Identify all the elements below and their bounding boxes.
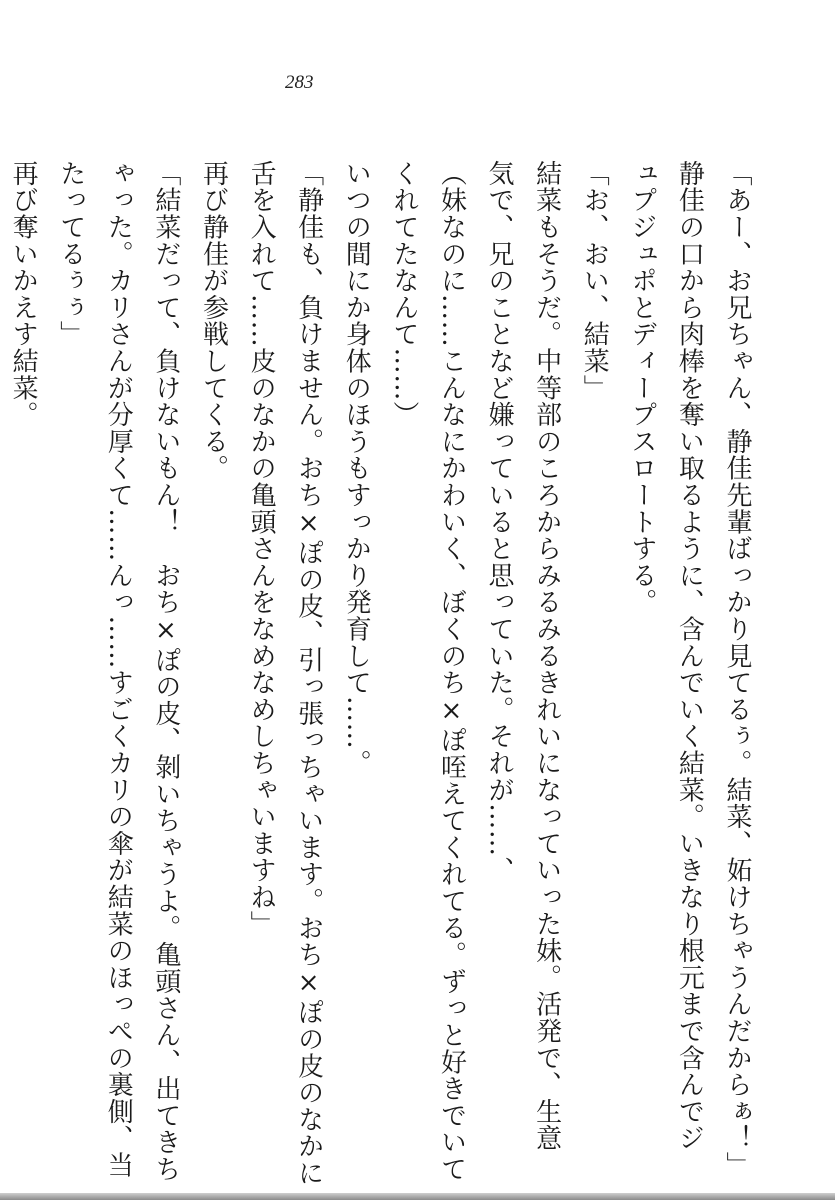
text-line: 「あー、お兄ちゃん、静佳先輩ばっかり見てるぅ。結菜、妬けちゃうんだからぁ！」	[722, 160, 752, 1179]
text-line: たってるぅぅ」	[55, 160, 86, 348]
text-line: 静佳の口から肉棒を奪い取るように、含んでいく結菜。いきなり根元まで含んでジ	[674, 160, 705, 1152]
text-line: 再び静佳が参戦してくる。	[198, 160, 229, 482]
text-line: 「お、おい、結菜」	[579, 160, 610, 402]
text-line: （妹なのに……こんなにかわいく、ぼくのち×ぽ咥えてくれてる。ずっと好きでいて	[436, 160, 467, 1183]
text-line: 気で、兄のことなど嫌っていると思っていた。それが……、	[484, 160, 515, 884]
text-line: 結菜もそうだ。中等部のころからみるみるきれいになっていった妹。活発で、生意	[531, 160, 562, 1152]
text-line: 舌を入れて……皮のなかの亀頭さんをなめなめしちゃいますね」	[246, 160, 277, 938]
page-number: 283	[285, 72, 314, 93]
page-bottom-edge	[0, 1193, 835, 1200]
text-line: くれてたなんて……）	[388, 160, 419, 428]
text-line: 「結菜だって、負けないもん！ おち×ぽの皮、剝いちゃうよ。亀頭さん、出てきち	[150, 160, 181, 1183]
text-line: ゃった。カリさんが分厚くて……んっ……すごくカリの傘が結菜のほっぺの裏側、当	[103, 160, 134, 1179]
text-line: 再び奪いかえす結菜。	[8, 160, 39, 428]
text-line: 「静佳も、負けません。おち×ぽの皮、引っ張っちゃいます。おち×ぽの皮のなかに	[293, 160, 324, 1187]
body-text-column	[8, 160, 760, 1187]
text-line: いつの間にか身体のほうもすっかり発育して……。	[341, 160, 372, 777]
text-line: ュプジュポとディープスロートする。	[626, 160, 657, 616]
